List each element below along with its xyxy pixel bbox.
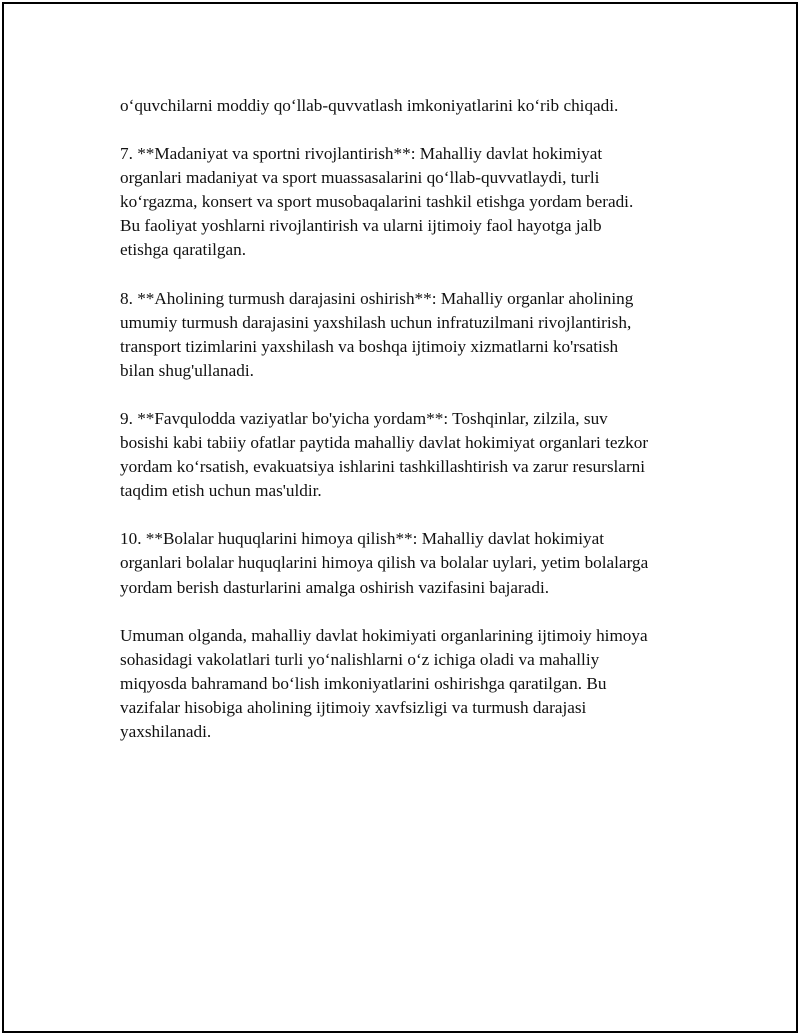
- document-page: [2, 2, 798, 1033]
- paragraph-item-10: 10. **Bolalar huquqlarini himoya qilish**: Mahalliy davlat hokimiyat organlari bolalar huquqlarini himoya qilish va bolalar uylari, yetim bolalarga yordam berish dasturlarini amalga oshirish vazifasini bajaradi.: [120, 529, 649, 597]
- paragraph-continuation: o‘quvchilarni moddiy qo‘llab-quvvatlash imkoniyatlarini ko‘rib chiqadi.: [120, 96, 619, 115]
- paragraph-item-8: 8. **Aholining turmush darajasini oshirish**: Mahalliy organlar aholining umumiy turmush darajasini yaxshilash uchun infratuzilmani rivojlantirish, transport tizimlarini yaxshilash va boshqa ijtimoiy xizmatlarni ko'rsatish bilan shug'ullanadi.: [120, 288, 634, 380]
- document-body: [120, 94, 698, 768]
- paragraph-conclusion: Umuman olganda, mahalliy davlat hokimiyati organlarining ijtimoiy himoya sohasidagi vakolatlari turli yo‘nalishlarni o‘z ichiga oladi va mahalliy miqyosda bahramand bo‘lish imkoniyatlarini oshirishga qaratilgan. Bu vazifalar hisobiga aholining ijtimoiy xavfsizligi va turmush darajasi yaxshilanadi.: [120, 625, 648, 741]
- paragraph-item-7: 7. **Madaniyat va sportni rivojlantirish**: Mahalliy davlat hokimiyat organlari madaniyat va sport muassasalarini qo‘llab-quvvatlaydi, turli ko‘rgazma, konsert va sport musobaqalarini tashkil etishga yordam beradi. Bu faoliyat yoshlarni rivojlantirish va ularni ijtimoiy faol hayotga jalb etishga qaratilgan.: [120, 144, 634, 260]
- paragraph-item-9: 9. **Favqulodda vaziyatlar bo'yicha yordam**: Toshqinlar, zilzila, suv bosishi kabi tabiiy ofatlar paytida mahalliy davlat hokimiyat organlari tezkor yordam ko‘rsatish, evakuatsiya ishlarini tashkillashtirish va zarur resurslarni taqdim etish uchun mas'uldir.: [120, 408, 649, 501]
